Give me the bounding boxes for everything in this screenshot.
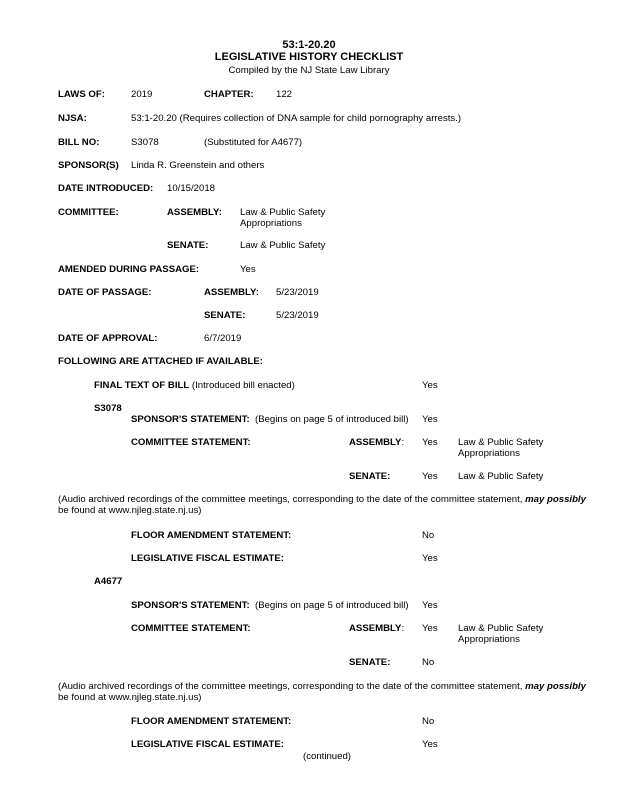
s3078-audio-post: be found at www.njleg.state.nj.us)	[58, 505, 202, 516]
s3078-audio-em: may possibly	[525, 494, 586, 505]
njsa-label: NJSA:	[58, 113, 87, 124]
s3078-sponsor-value: Yes	[422, 414, 438, 425]
passage-senate-value: 5/23/2019	[276, 310, 319, 321]
a4677-committee-label: COMMITTEE STATEMENT:	[131, 623, 251, 634]
amended-value: Yes	[240, 264, 256, 275]
s3078-senate-label: SENATE:	[349, 471, 391, 482]
a4677-sponsor-value: Yes	[422, 600, 438, 611]
a4677-assembly-colon: :	[401, 623, 405, 634]
amended-label: AMENDED DURING PASSAGE:	[58, 264, 200, 275]
a4677-sponsor-label: SPONSOR'S STATEMENT:	[131, 600, 250, 611]
a4677-audio-post: be found at www.njleg.state.nj.us)	[58, 692, 202, 703]
laws-of-label: LAWS OF:	[58, 89, 105, 100]
committee-label: COMMITTEE:	[58, 207, 119, 218]
committee-senate-label: SENATE:	[167, 240, 209, 251]
s3078-sponsor-label: SPONSOR'S STATEMENT:	[131, 414, 250, 425]
s3078-committee-label: COMMITTEE STATEMENT:	[131, 437, 251, 448]
s3078-assembly-label: ASSEMBLY	[349, 437, 402, 448]
bill-no-value: S3078	[131, 137, 159, 148]
date-introduced-label: DATE INTRODUCED:	[58, 183, 154, 194]
passage-assembly-value: 5/23/2019	[276, 287, 319, 298]
passage-senate-label: SENATE:	[204, 310, 246, 321]
passage-label: DATE OF PASSAGE:	[58, 287, 152, 298]
s3078-audio-pre: (Audio archived recordings of the committee meetings, corresponding to the date of the committee statement,	[58, 494, 526, 505]
s3078-floor-value: No	[422, 530, 435, 541]
s3078-heading: S3078	[94, 403, 122, 414]
attached-heading: FOLLOWING ARE ATTACHED IF AVAILABLE:	[58, 356, 263, 367]
final-text-value: Yes	[422, 380, 438, 391]
s3078-sponsor-note: (Begins on page 5 of introduced bill)	[255, 414, 409, 425]
committee-assembly-label: ASSEMBLY:	[167, 207, 222, 218]
s3078-audio-note	[58, 494, 586, 505]
s3078-assembly-colon: :	[401, 437, 405, 448]
s3078-fiscal-value: Yes	[422, 553, 438, 564]
a4677-sponsor-row	[131, 600, 409, 611]
s3078-assembly-comm2: Appropriations	[458, 448, 520, 459]
a4677-senate-label: SENATE:	[349, 657, 391, 668]
page-title: LEGISLATIVE HISTORY CHECKLIST	[214, 51, 404, 63]
s3078-senate-value: Yes	[422, 471, 438, 482]
final-text-label: FINAL TEXT OF BILL	[94, 380, 190, 391]
s3078-senate-comm: Law & Public Safety	[458, 471, 544, 482]
s3078-assembly-value: Yes	[422, 437, 438, 448]
final-text-note: (Introduced bill enacted)	[191, 380, 295, 391]
njsa-value: 53:1-20.20 (Requires collection of DNA sample for child pornography arrests.)	[131, 113, 462, 124]
committee-senate-value: Law & Public Safety	[240, 240, 326, 251]
statute-number: 53:1-20.20	[282, 39, 336, 51]
bill-no-note: (Substituted for A4677)	[204, 137, 303, 148]
s3078-floor-label: FLOOR AMENDMENT STATEMENT:	[131, 530, 292, 541]
chapter-value: 122	[276, 89, 293, 100]
final-text-row	[94, 380, 295, 391]
chapter-label: CHAPTER:	[204, 89, 254, 100]
a4677-senate-value: No	[422, 657, 435, 668]
committee-assembly-line2: Appropriations	[240, 218, 302, 229]
approval-label: DATE OF APPROVAL:	[58, 333, 158, 344]
a4677-heading: A4677	[94, 576, 123, 587]
bill-no-label: BILL NO:	[58, 137, 100, 148]
a4677-floor-label: FLOOR AMENDMENT STATEMENT:	[131, 716, 292, 727]
a4677-audio-note	[58, 681, 586, 692]
sponsors-value: Linda R. Greenstein and others	[131, 160, 265, 171]
a4677-sponsor-note: (Begins on page 5 of introduced bill)	[255, 600, 409, 611]
a4677-assembly-comm1: Law & Public Safety	[458, 623, 544, 634]
a4677-fiscal-value: Yes	[422, 739, 438, 750]
s3078-assembly-label-wrap	[349, 437, 404, 448]
a4677-assembly-comm2: Appropriations	[458, 634, 520, 645]
date-introduced-value: 10/15/2018	[167, 183, 216, 194]
passage-assembly-label: ASSEMBLY:	[204, 287, 259, 298]
a4677-assembly-value: Yes	[422, 623, 438, 634]
a4677-audio-em: may possibly	[525, 681, 586, 692]
committee-assembly-line1: Law & Public Safety	[240, 207, 326, 218]
approval-value: 6/7/2019	[204, 333, 242, 344]
compiled-by: Compiled by the NJ State Law Library	[228, 65, 390, 76]
a4677-fiscal-label: LEGISLATIVE FISCAL ESTIMATE:	[131, 739, 284, 750]
laws-of-value: 2019	[131, 89, 153, 100]
a4677-assembly-label: ASSEMBLY	[349, 623, 402, 634]
s3078-fiscal-label: LEGISLATIVE FISCAL ESTIMATE:	[131, 553, 284, 564]
a4677-audio-pre: (Audio archived recordings of the committee meetings, corresponding to the date of the committee statement,	[58, 681, 526, 692]
a4677-floor-value: No	[422, 716, 435, 727]
s3078-sponsor-row	[131, 414, 409, 425]
continued-note: (continued)	[303, 751, 351, 762]
s3078-assembly-comm1: Law & Public Safety	[458, 437, 544, 448]
sponsors-label: SPONSOR(S)	[58, 160, 119, 171]
a4677-assembly-label-wrap	[349, 623, 404, 634]
